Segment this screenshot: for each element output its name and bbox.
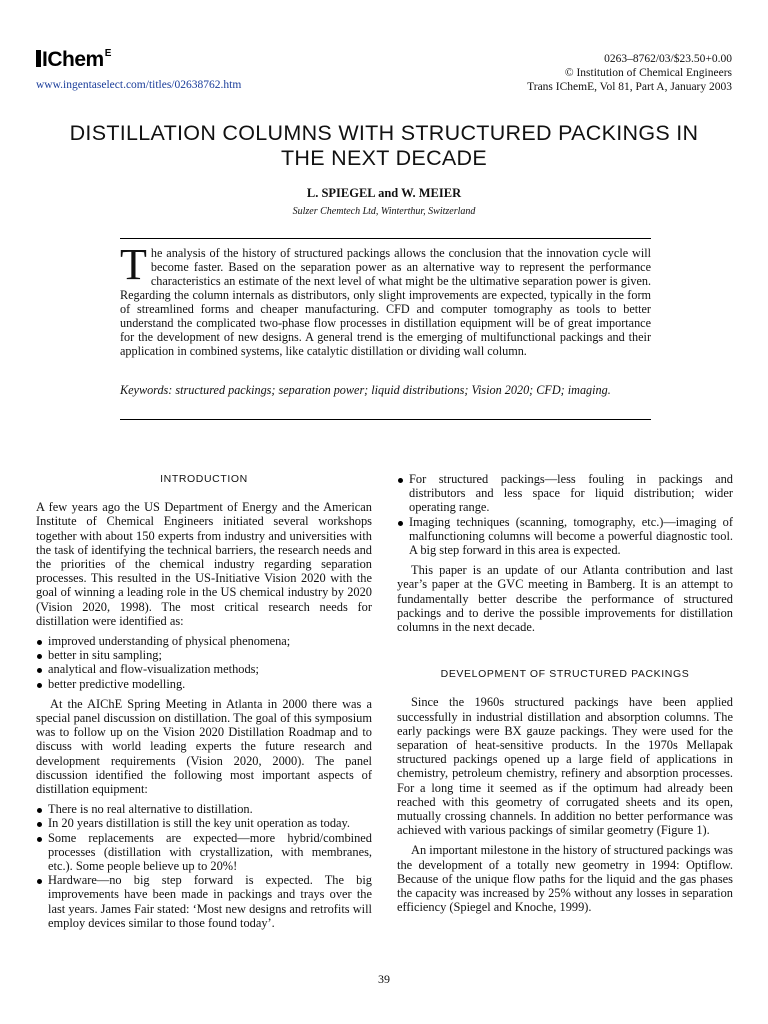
list-item: better in situ sampling; [36, 648, 372, 662]
list-item: For structured packings—less fouling in packings and distributors and less space for liquid distribution; wider operating range. [397, 472, 733, 515]
header-citation-block [527, 52, 732, 94]
list-item: improved understanding of physical phenomena; [36, 634, 372, 648]
panel-findings-list-continued [397, 472, 733, 557]
copyright-line: © Institution of Chemical Engineers [564, 67, 732, 79]
paper-title [30, 121, 738, 171]
intro-paragraph-1: A few years ago the US Department of Energy and the American Institute of Chemical Engineers initiated several workshops together with about 150 experts from industry and universities with the task of identifying the technical barriers, the research needs and the priorities of the chemical industry regarding separation processes. This resulted in the US-Initiative Vision 2020 with the goal of winning a leading role in the US chemical industry by 2020 (Vision 2020, 1998). The most critical research needs for distillation were identified as: [36, 500, 372, 628]
introduction-heading: INTRODUCTION [160, 473, 248, 485]
development-heading: DEVELOPMENT OF STRUCTURED PACKINGS [440, 668, 690, 681]
bullet-icon [37, 879, 42, 884]
list-item: analytical and flow-visualization methods; [36, 662, 372, 676]
bullet-icon [37, 683, 42, 688]
bullet-icon [37, 822, 42, 827]
intro-paragraph-2: At the AIChE Spring Meeting in Atlanta in 2000 there was a special panel discussion on distillation. The goal of this symposium was to follow up on the Vision 2020 Distillation Roadmap and to discuss with world leading experts the future research and development requirements (Vision 2020, 2000). The panel discussion identified the following most important aspects of distillation equipment: [36, 696, 372, 797]
title-line-1: DISTILLATION COLUMNS WITH STRUCTURED PACKINGS IN [69, 121, 699, 145]
development-paragraph-1: Since the 1960s structured packings have been applied successfully in industrial distillation and absorption columns. The early packings were BX gauze packings. They were used for the separation of heat-sensitive products. In the 1970s Mellapak structured packings opened up a large field of applications in chemistry, petroleum chemistry, refinery and absorption processes. For a long time it seemed as if the optimum had already been reached with this geometry of corrugated sheets and its open, mutually crossing channels. In addition no better performance was achieved with various packings of similar geometry (Figure 1). [397, 695, 733, 838]
abstract-top-rule [120, 238, 651, 239]
journal-url-link[interactable]: www.ingentaselect.com/titles/02638762.htm [36, 79, 242, 91]
list-item: Some replacements are expected—more hybrid/combined processes (distillation with crystallization, with membranes, etc.). Some people believe up to 20%! [36, 831, 372, 874]
abstract-text: he analysis of the history of structured packings allows the conclusion that the innovation cycle will become faster. Based on the separation power as an alternative way to represent the performance characteristics an estimate of the next level of what might be the ultimative separation power is given. Regarding the column internals as distributors, only slight improvements are expected, typically in the form of streamlined forms and cheaper manufacturing. CFD and computer tomography as tools to better understand the complicated two-phase flow processes in distillation equipment will be of great importance for the development of new designs. A general trend is the emerging of multifunctional packings and their application in combined systems, like catalytic distillation or dividing wall column. [120, 246, 651, 358]
bullet-icon [398, 521, 403, 526]
title-line-2: THE NEXT DECADE [281, 146, 487, 170]
logo-bar-icon [36, 50, 41, 67]
list-item: Imaging techniques (scanning, tomography, etc.)—imaging of malfunctioning columns will become a powerful diagnostic tool. A big step forward in this area is expected. [397, 515, 733, 558]
affiliation: Sulzer Chemtech Ltd, Winterthur, Switzerland [292, 206, 476, 217]
research-needs-list [36, 634, 372, 691]
list-item: better predictive modelling. [36, 677, 372, 691]
bullet-icon [37, 654, 42, 659]
list-item: Hardware—no big step forward is expected. The big improvements have been made in packings and trays over the last years. James Fair stated: ‘Most new designs and retrofits will employ devices similar to those found today’. [36, 873, 372, 930]
citation-line: Trans IChemE, Vol 81, Part A, January 2003 [527, 81, 732, 93]
bullet-icon [37, 668, 42, 673]
keywords-label: Keywords: [120, 383, 173, 397]
intro-paragraph-3: This paper is an update of our Atlanta contribution and last year’s paper at the GVC meeting in Bamberg. It is an attempt to fundamentally better describe the performance of structured packings and to derive the possible improvements for distillation columns in the next decade. [397, 563, 733, 635]
logo-superscript: E [104, 48, 111, 59]
logo-text: IChem [42, 48, 104, 71]
right-column [397, 472, 733, 920]
list-item: In 20 years distillation is still the key unit operation as today. [36, 816, 372, 830]
bullet-icon [37, 808, 42, 813]
list-item: There is no real alternative to distillation. [36, 802, 372, 816]
panel-findings-list [36, 802, 372, 930]
bullet-icon [37, 837, 42, 842]
keywords-text: structured packings; separation power; liquid distributions; Vision 2020; CFD; imaging. [175, 383, 611, 397]
abstract-bottom-rule [120, 419, 651, 420]
bullet-icon [398, 478, 403, 483]
left-column [36, 472, 372, 936]
section-spacer [397, 640, 733, 667]
issn-line: 0263–8762/03/$23.50+0.00 [604, 53, 732, 65]
ichem-logo [36, 48, 111, 72]
abstract [120, 240, 651, 358]
development-paragraph-2: An important milestone in the history of structured packings was the development of a totally new geometry in 1994: Optiflow. Because of the unique flow paths for the liquid and the gas phases the capacity was increased by 25% without any losses in separation efficiency (Spiegel and Knoche, 1999). [397, 843, 733, 915]
bullet-icon [37, 640, 42, 645]
keywords [120, 383, 651, 397]
page-number: 39 [378, 972, 390, 986]
abstract-dropcap: T [120, 240, 147, 289]
authors: L. SPIEGEL and W. MEIER [306, 186, 462, 200]
